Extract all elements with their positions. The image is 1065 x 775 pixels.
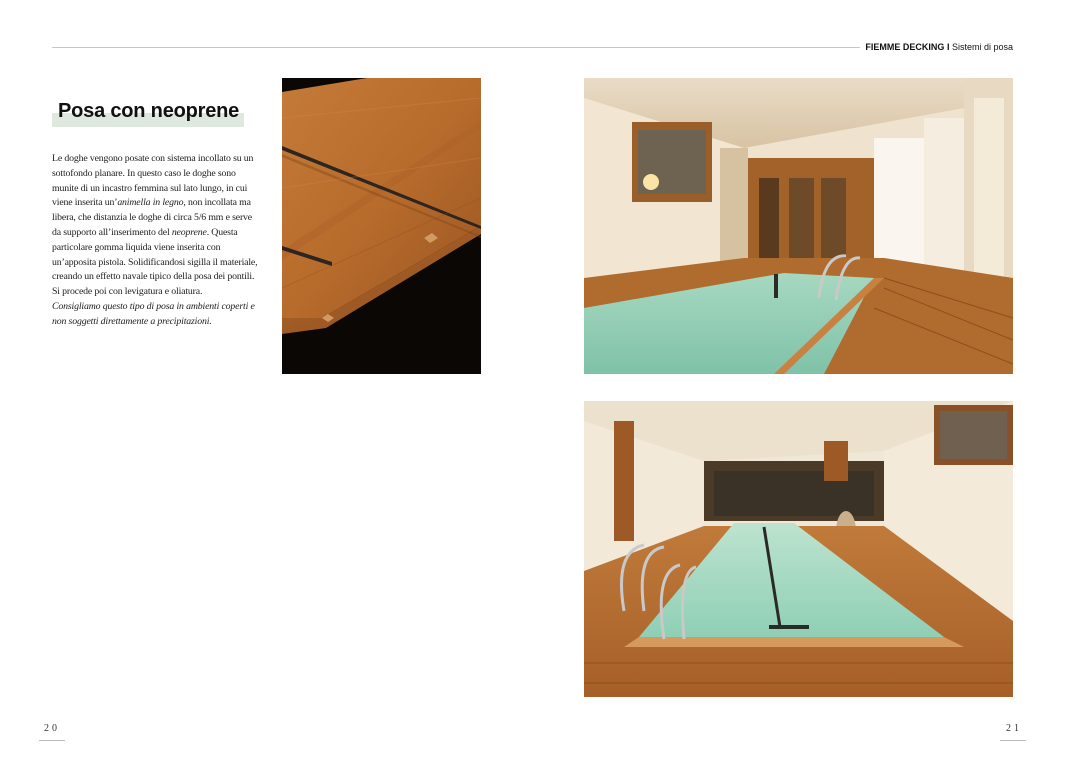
header-brand: FIEMME DECKING [865,42,945,52]
body-emphasis-animella: animella in legno [117,197,184,209]
body-note-text: Consigliamo questo tipo di posa in ambienti coperti e non soggetti direttamente a precipitazioni. [52,300,255,327]
header-separator: I [946,42,950,52]
body-paragraph [52,152,262,300]
page-number-left-rule [39,740,65,741]
body-text-part-5: . Questa particolare gomma liquida viene inserita con un’apposita pistola. Solidificandosi sigilla il materiale, creando un effetto navale tipico della posa dei pontili. Si procede poi con levigatura e oliatura. [52,226,258,298]
header-rule [52,47,860,48]
body-note [52,300,262,330]
plank-detail-photo [282,78,481,374]
indoor-pool-photo-2 [584,401,1013,697]
running-header [865,42,1013,52]
body-emphasis-neoprene: neoprene [171,226,207,238]
indoor-pool-photo-1 [584,78,1013,374]
header-section: Sistemi di posa [951,42,1013,52]
section-title-block [52,100,239,123]
page-title: Posa con neoprene [58,100,240,122]
body-text-part-1: Le doghe vengono posate con sistema incollato su un sottofondo planare. In questo caso le doghe sono munite di un incastro femmina sul lato lungo, in cui viene inserita un’ [52,153,254,209]
body-text-part-3: , non incollata ma libera, che distanzia le doghe di circa 5/6 mm e serve da supporto all’inserimento del [52,197,252,238]
body-text [52,152,262,330]
page-number-right: 21 [1006,723,1022,734]
page-number-right-rule [1000,740,1026,741]
page-number-left: 20 [44,723,60,734]
